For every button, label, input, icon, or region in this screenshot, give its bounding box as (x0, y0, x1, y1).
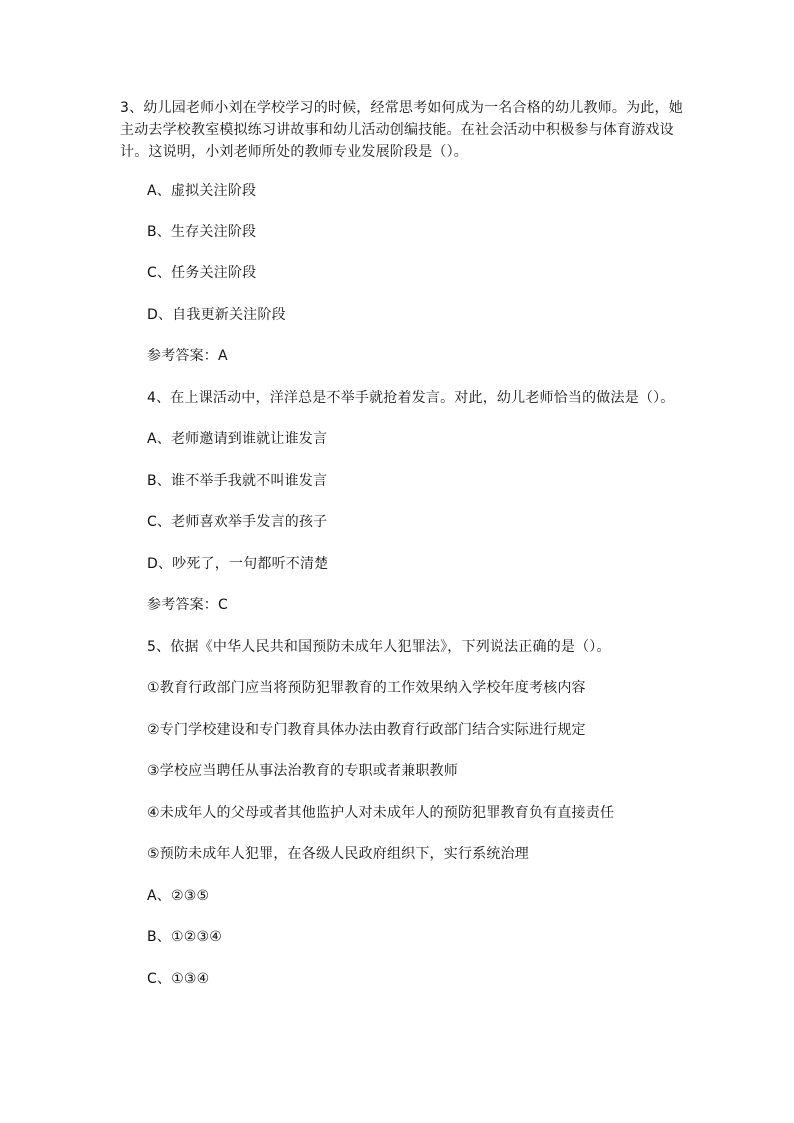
q3-option-d: D、自我更新关注阶段 (147, 307, 286, 323)
q4-stem: 4、在上课活动中，洋洋总是不举手就抢着发言。对此，幼儿老师恰当的做法是（）。 (147, 390, 675, 406)
q3-option-a: A、虚拟关注阶段 (147, 183, 257, 199)
q4-option-a: A、老师邀请到谁就让谁发言 (147, 431, 328, 447)
q5-statement-4: ④未成年人的父母或者其他监护人对未成年人的预防犯罪教育负有直接责任 (147, 805, 615, 821)
q3-stem-line-2: 主动去学校教室模拟练习讲故事和幼儿活动创编技能。在社会活动中积极参与体育游戏设 (120, 122, 674, 138)
q4-option-c: C、老师喜欢举手发言的孩子 (147, 514, 328, 530)
q5-option-a: A、②③⑤ (147, 888, 210, 904)
q5-statement-3: ③学校应当聘任从事法治教育的专职或者兼职教师 (147, 763, 458, 779)
q5-option-c: C、①③④ (147, 971, 210, 987)
q5-statement-2: ②专门学校建设和专门教育具体办法由教育行政部门结合实际进行规定 (147, 722, 586, 738)
q5-statement-1: ①教育行政部门应当将预防犯罪教育的工作效果纳入学校年度考核内容 (147, 680, 586, 696)
q5-statement-5: ⑤预防未成年人犯罪，在各级人民政府组织下，实行系统治理 (147, 846, 529, 862)
q4-option-b: B、谁不举手我就不叫谁发言 (147, 473, 328, 489)
q5-stem: 5、依据《中华人民共和国预防未成年人犯罪法》，下列说法正确的是（）。 (147, 639, 611, 655)
q3-option-c: C、任务关注阶段 (147, 265, 257, 281)
q5-option-b: B、①②③④ (147, 929, 223, 945)
q3-answer: 参考答案：A (147, 348, 228, 364)
q4-answer: 参考答案：C (147, 597, 228, 613)
q3-stem-line-3: 计。这说明，小刘老师所处的教师专业发展阶段是（）。 (120, 144, 468, 160)
q3-stem-line-1: 3、幼儿园老师小刘在学校学习的时候，经常思考如何成为一名合格的幼儿教师。为此，她 (120, 100, 683, 116)
q4-option-d: D、吵死了，一句都听不清楚 (147, 556, 329, 572)
q3-option-b: B、生存关注阶段 (147, 224, 257, 240)
